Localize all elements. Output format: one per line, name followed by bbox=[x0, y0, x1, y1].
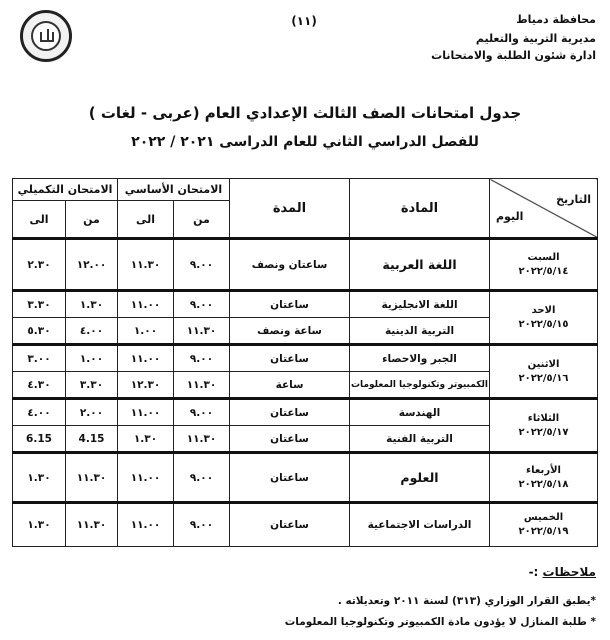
duration-cell: ساعتان bbox=[230, 426, 350, 453]
day-cell: الخميس ٢٠٢٢/٥/١٩ bbox=[490, 503, 598, 547]
subject-cell: الجبر والاحصاء bbox=[350, 345, 490, 372]
ministry-logo-icon bbox=[20, 10, 72, 62]
directorate-line: مديرية التربية والتعليم bbox=[475, 32, 596, 45]
table-row bbox=[13, 291, 598, 318]
note-item: * طلبة المنازل لا يؤدون مادة الكمبيوتر وتكنولوجيا المعلومات bbox=[284, 616, 596, 628]
table-row bbox=[13, 345, 598, 372]
supp-from-cell: ١.٣٠ bbox=[66, 291, 118, 318]
supp-to-cell: ٣.٠٠ bbox=[13, 345, 66, 372]
duration-cell: ساعتان bbox=[230, 345, 350, 372]
page-number: (١١) bbox=[291, 14, 317, 28]
main-from-cell: ٩.٠٠ bbox=[174, 453, 230, 503]
day-cell: الأربعاء ٢٠٢٢/٥/١٨ bbox=[490, 453, 598, 503]
supp-from-cell: ١.٠٠ bbox=[66, 345, 118, 372]
duration-cell: ساعة bbox=[230, 372, 350, 399]
note-item: *يطبق القرار الوزاري (٣١٣) لسنة ٢٠١١ وتعديلاته . bbox=[337, 595, 596, 607]
issuer-header bbox=[396, 12, 596, 63]
notes-heading: ملاحظات :- bbox=[528, 565, 596, 579]
main-from-cell: ٩.٠٠ bbox=[174, 291, 230, 318]
subject-cell: الهندسة bbox=[350, 399, 490, 426]
table-row bbox=[13, 453, 598, 503]
supp-to-cell: ١.٣٠ bbox=[13, 453, 66, 503]
main-from-cell: ١١.٣٠ bbox=[174, 372, 230, 399]
supp-from-cell: 4.15 bbox=[66, 426, 118, 453]
duration-cell: ساعتان ونصف bbox=[230, 239, 350, 291]
main-from-header: من bbox=[174, 201, 230, 239]
duration-cell: ساعتان bbox=[230, 503, 350, 547]
supp-exam-header: الامتحان التكميلي bbox=[13, 179, 118, 201]
duration-header: المدة bbox=[230, 179, 350, 239]
main-exam-header: الامتحان الأساسي bbox=[118, 179, 230, 201]
supp-to-cell: ٣.٣٠ bbox=[13, 291, 66, 318]
main-to-cell: ١١.٣٠ bbox=[118, 239, 174, 291]
subject-cell: الكمبيوتر وتكنولوجيا المعلومات bbox=[350, 372, 490, 399]
supp-to-cell: ٥.٣٠ bbox=[13, 318, 66, 345]
subject-cell: التربية الدينية bbox=[350, 318, 490, 345]
subject-cell: اللغة العربية bbox=[350, 239, 490, 291]
day-cell: الاحد ٢٠٢٢/٥/١٥ bbox=[490, 291, 598, 345]
supp-to-cell: 6.15 bbox=[13, 426, 66, 453]
supp-from-cell: ١١.٣٠ bbox=[66, 503, 118, 547]
supp-from-header: من bbox=[66, 201, 118, 239]
day-cell: الثلاثاء ٢٠٢٢/٥/١٧ bbox=[490, 399, 598, 453]
main-to-header: الى bbox=[118, 201, 174, 239]
day-cell: الاثنين ٢٠٢٢/٥/١٦ bbox=[490, 345, 598, 399]
subject-cell: التربية الفنية bbox=[350, 426, 490, 453]
subject-header: المادة bbox=[350, 179, 490, 239]
supp-from-cell: ١٢.٠٠ bbox=[66, 239, 118, 291]
duration-cell: ساعتان bbox=[230, 399, 350, 426]
day-cell: السبت ٢٠٢٢/٥/١٤ bbox=[490, 239, 598, 291]
supp-from-cell: ٢.٠٠ bbox=[66, 399, 118, 426]
exam-table bbox=[12, 178, 598, 547]
supp-from-cell: ٣.٣٠ bbox=[66, 372, 118, 399]
governorate-line: محافظة دمياط bbox=[516, 13, 596, 26]
supp-to-header: الى bbox=[13, 201, 66, 239]
main-to-cell: ١١.٠٠ bbox=[118, 345, 174, 372]
subject-cell: اللغة الانجليزية bbox=[350, 291, 490, 318]
main-from-cell: ٩.٠٠ bbox=[174, 399, 230, 426]
main-from-cell: ٩.٠٠ bbox=[174, 345, 230, 372]
supp-to-cell: ٤.٣٠ bbox=[13, 372, 66, 399]
main-to-cell: ١٢.٣٠ bbox=[118, 372, 174, 399]
main-from-cell: ٩.٠٠ bbox=[174, 239, 230, 291]
main-from-cell: ١١.٣٠ bbox=[174, 318, 230, 345]
main-from-cell: ٩.٠٠ bbox=[174, 503, 230, 547]
main-to-cell: ١.٠٠ bbox=[118, 318, 174, 345]
subject-cell: العلوم bbox=[350, 453, 490, 503]
department-line: ادارة شئون الطلبة والامتحانات bbox=[431, 49, 596, 62]
supp-from-cell: ٤.٠٠ bbox=[66, 318, 118, 345]
main-to-cell: ١.٣٠ bbox=[118, 426, 174, 453]
main-to-cell: ١١.٠٠ bbox=[118, 291, 174, 318]
duration-cell: ساعة ونصف bbox=[230, 318, 350, 345]
supp-to-cell: ١.٣٠ bbox=[13, 503, 66, 547]
table-row bbox=[13, 503, 598, 547]
date-day-header: التاريخ اليوم bbox=[490, 179, 598, 239]
document-subtitle: للفصل الدراسي الثاني للعام الدراسى ٢٠٢١ / ٢٠٢٢ bbox=[131, 134, 479, 150]
supp-to-cell: ٢.٣٠ bbox=[13, 239, 66, 291]
subject-cell: الدراسات الاجتماعية bbox=[350, 503, 490, 547]
main-to-cell: ١١.٠٠ bbox=[118, 453, 174, 503]
table-row bbox=[13, 399, 598, 426]
supp-from-cell: ١١.٣٠ bbox=[66, 453, 118, 503]
duration-cell: ساعتان bbox=[230, 453, 350, 503]
main-to-cell: ١١.٠٠ bbox=[118, 503, 174, 547]
supp-to-cell: ٤.٠٠ bbox=[13, 399, 66, 426]
main-from-cell: ١١.٣٠ bbox=[174, 426, 230, 453]
document-title: جدول امتحانات الصف الثالث الإعدادي العام (عربى - لغات ) bbox=[88, 104, 522, 122]
table-row bbox=[13, 239, 598, 291]
duration-cell: ساعتان bbox=[230, 291, 350, 318]
main-to-cell: ١١.٠٠ bbox=[118, 399, 174, 426]
